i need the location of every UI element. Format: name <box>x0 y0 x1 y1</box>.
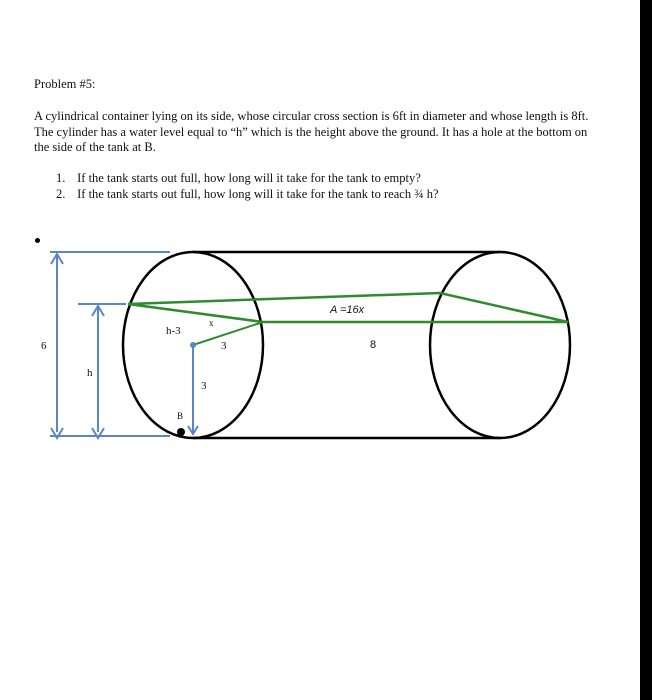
radius-slant-line <box>193 322 263 345</box>
radius-vertical-label: 3 <box>201 380 207 392</box>
problem-heading: Problem #5: <box>34 77 96 91</box>
question-text: If the tank starts out full, how long will it take for the tank to reach ¾ h? <box>77 186 439 201</box>
radius-slant-label: 3 <box>221 340 227 352</box>
question-number: 1. <box>56 171 66 185</box>
x-label: x <box>209 318 214 328</box>
h-label: h <box>87 367 93 379</box>
question-text: If the tank starts out full, how long will it take for the tank to empty? <box>77 171 421 185</box>
hole-point <box>177 428 185 436</box>
length-label: 8 <box>370 339 377 351</box>
problem-intro: A cylindrical container lying on its side, whose circular cross section is 6ft in diameter and whose length is 8ft. The cylinder has a water level equal to “h” which is the height above the ground. It has a hole at the bottom on the side of the tank at B. <box>34 109 589 154</box>
diameter-label: 6 <box>41 340 47 352</box>
right-end-circle <box>430 252 570 438</box>
hole-label: B <box>177 411 184 421</box>
h-minus-3-label: h-3 <box>166 325 181 337</box>
center-point <box>190 342 196 348</box>
area-label: A =16x <box>330 304 365 316</box>
question-number: 2. <box>56 186 66 201</box>
